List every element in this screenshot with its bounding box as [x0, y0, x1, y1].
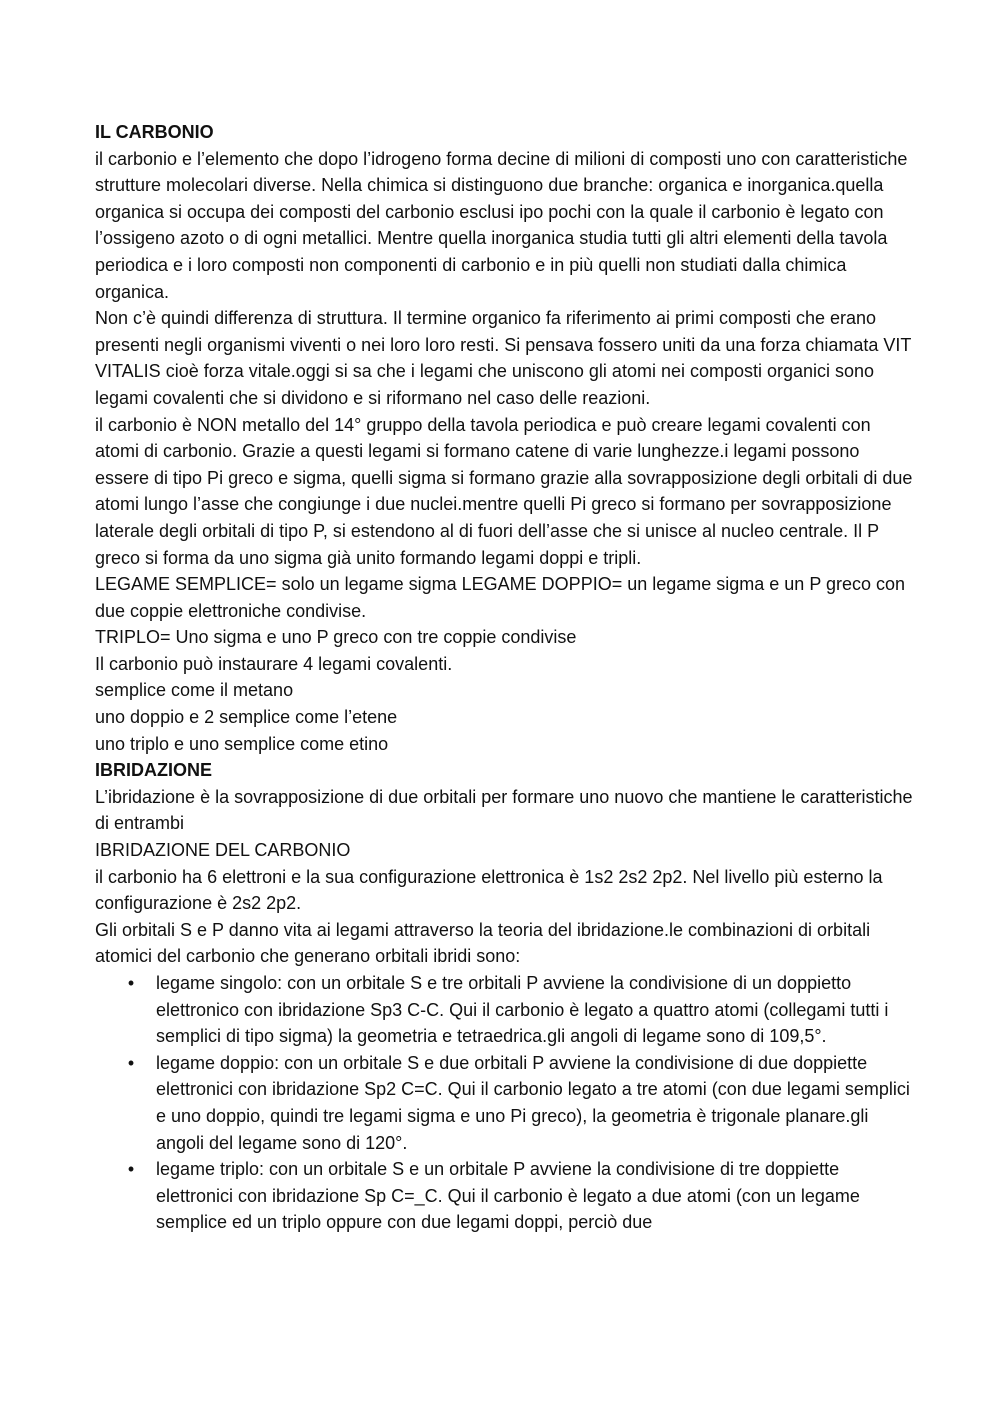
section-heading: IBRIDAZIONE [95, 760, 212, 781]
paragraph: il carbonio è NON metallo del 14° gruppo della tavola periodica e può creare legami covalenti con atomi di carbonio. Grazie a questi legami si formano catene di varie lunghezze.i legami possono essere di tipo Pi greco e sigma, quelli sigma si formano grazie alla sovrapposizione degli orbitali di due atomi lungo l’asse che congiunge i due nuclei.mentre quelli Pi greco si formano per sovrapposizione laterale degli orbitali di tipo P, si estendono al di fuori dell’asse che si unisce al nucleo centrale. Il P greco si forma da uno sigma già unito formando legami doppi e tripli. [95, 414, 913, 568]
paragraph: uno triplo e uno semplice come etino [95, 733, 389, 754]
list-item-text: legame singolo: con un orbitale S e tre orbitali P avviene la condivisione di un doppietto elettronico con ibridazione Sp3 C-C. Qui il carbonio è legato a quattro atomi (collegami tutti i semplici di tipo sigma) la geometria e tetraedrica.gli angoli di legame sono di 109,5°. [156, 973, 889, 1047]
paragraph: Gli orbitali S e P danno vita ai legami attraverso la teoria del ibridazione.le combinazioni di orbitali atomici del carbonio che generano orbitali ibridi sono: [95, 919, 871, 967]
list-item-text: legame triplo: con un orbitale S e un orbitale P avviene la condivisione di tre doppiette elettronici con ibridazione Sp C=_C. Qui il carbonio è legato a due atomi (con un legame semplice ed un triplo oppure con due legami doppi, perciò due [156, 1159, 860, 1233]
bullet-icon: • [127, 1052, 135, 1073]
list-item [95, 1050, 915, 1156]
subheading: IBRIDAZIONE DEL CARBONIO [95, 840, 351, 861]
paragraph: il carbonio e l’elemento che dopo l’idrogeno forma decine di milioni di composti uno con caratteristiche strutture molecolari diverse. Nella chimica si distinguono due branche: organica e inorganica.quella organica si occupa dei composti del carbonio esclusi ipo pochi con la quale il carbonio è legato con l’ossigeno azoto o di ogni metallici. Mentre quella inorganica studia tutti gli altri elementi della tavola periodica e i loro composti non componenti di carbonio e in più quelli non studiati dalla chimica organica. [95, 148, 908, 302]
paragraph: LEGAME SEMPLICE= solo un legame sigma LEGAME DOPPIO= un legame sigma e un P greco con due coppie elettroniche condivise. [95, 574, 906, 621]
paragraph: il carbonio ha 6 elettroni e la sua configurazione elettronica è 1s2 2s2 2p2. Nel livello più esterno la configurazione è 2s2 2p2. [95, 866, 883, 914]
paragraph: semplice come il metano [95, 680, 294, 701]
list-item-text: legame doppio: con un orbitale S e due orbitali P avviene la condivisione di due doppiette elettronici con ibridazione Sp2 C=C. Qui il carbonio legato a tre atomi (con due legami semplici e uno doppio, quindi tre legami sigma e uno Pi greco), la geometria è trigonale planare.gli angoli del legame sono di 120°. [156, 1052, 910, 1153]
paragraph: Non c’è quindi differenza di struttura. Il termine organico fa riferimento ai primi composti che erano presenti negli organismi viventi o nei loro loro resti. Si pensava fossero uniti da una forza chiamata VIT VITALIS cioè forza vitale.oggi si sa che i legami che uniscono gli atomi nei composti organici sono legami covalenti che si dividono e si riformano nel caso delle reazioni. [95, 308, 912, 408]
paragraph: L’ibridazione è la sovrapposizione di due orbitali per formare uno nuovo che mantiene le caratteristiche di entrambi [95, 786, 913, 834]
paragraph: uno doppio e 2 semplice come l’etene [95, 707, 398, 728]
list-item [95, 1156, 915, 1236]
document-body [95, 119, 915, 1236]
paragraph: TRIPLO= Uno sigma e uno P greco con tre coppie condivise [95, 627, 577, 648]
bullet-list [95, 970, 915, 1236]
bullet-icon: • [127, 1159, 135, 1180]
paragraph: Il carbonio può instaurare 4 legami covalenti. [95, 653, 453, 674]
bullet-icon: • [127, 973, 135, 993]
list-item [95, 970, 915, 1050]
document-title: IL CARBONIO [95, 122, 214, 142]
